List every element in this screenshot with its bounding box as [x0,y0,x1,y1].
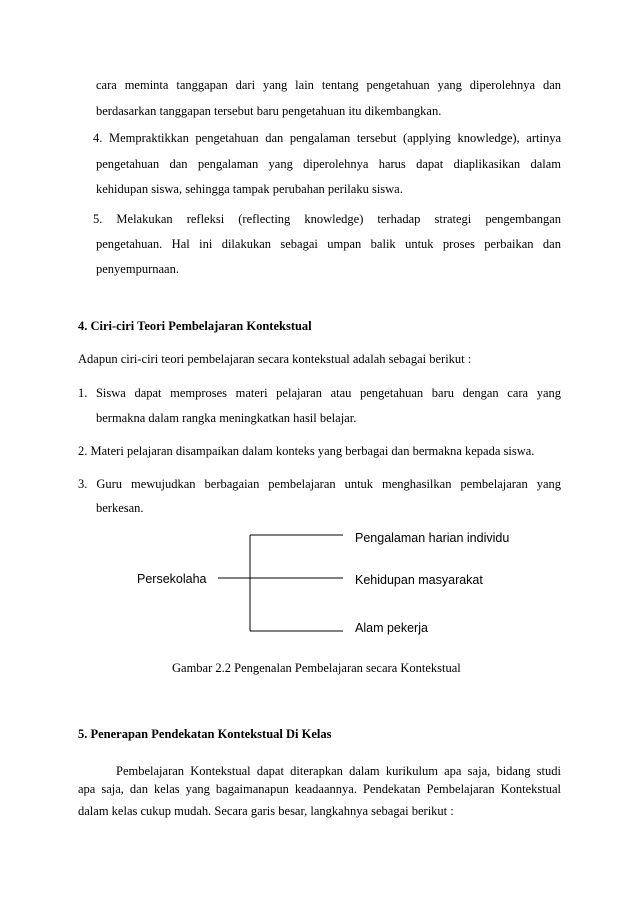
diagram-branch-3: Alam pekerja [355,621,428,635]
diagram-branch-1: Pengalaman harian individu [355,531,510,545]
diagram-branch-2: Kehidupan masyarakat [355,573,483,587]
section5-line-2: apa saja, dan kelas yang bagaimanapun keadaannya. Pendekatan Pembelajaran Kontekstual [78,782,561,796]
section4-item3-line2: berkesan. [96,501,144,515]
intro-line-1: cara meminta tanggapan dari yang lain tentang pengetahuan yang diperolehnya dan [96,78,561,92]
section4-intro: Adapun ciri-ciri teori pembelajaran secara kontekstual adalah sebagai berikut : [78,352,472,366]
figure-caption: Gambar 2.2 Pengenalan Pembelajaran secara Kontekstual [172,661,461,675]
step5-line-3: penyempurnaan. [96,262,179,276]
section5-line-1: Pembelajaran Kontekstual dapat diterapkan dalam kurikulum apa saja, bidang studi [116,764,561,778]
section4-item3-line1: 3. Guru mewujudkan berbagaian pembelajaran untuk menghasilkan pembelajaran yang [78,477,561,491]
section4-item1-line2: bermakna dalam rangka meningkatkan hasil belajar. [96,411,357,425]
section4-item2: 2. Materi pelajaran disampaikan dalam konteks yang berbagai dan bermakna kepada siswa. [78,444,535,458]
section4-heading: 4. Ciri-ciri Teori Pembelajaran Kontekstual [78,319,312,333]
step4-line-2: pengetahuan dan pengalaman yang diperolehnya harus dapat diaplikasikan dalam [96,157,561,171]
step4-line-3: kehidupan siswa, sehingga tampak perubahan perilaku siswa. [96,182,403,196]
diagram-root-label: Persekolaha [137,572,207,586]
intro-line-2: berdasarkan tanggapan tersebut baru pengetahuan itu dikembangkan. [96,104,442,118]
step5-line-1: 5. Melakukan refleksi (reflecting knowledge) terhadap strategi pengembangan [93,212,561,226]
section5-heading: 5. Penerapan Pendekatan Kontekstual Di Kelas [78,727,332,741]
step5-line-2: pengetahuan. Hal ini dilakukan sebagai umpan balik untuk proses perbaikan dan [96,237,561,251]
step4-line-1: 4. Mempraktikkan pengetahuan dan pengalaman tersebut (applying knowledge), artinya [93,131,561,145]
section5-line-3: dalam kelas cukup mudah. Secara garis besar, langkahnya sebagai berikut : [78,804,454,818]
section4-item1-line1: 1. Siswa dapat memproses materi pelajaran atau pengetahuan baru dengan cara yang [78,386,561,400]
